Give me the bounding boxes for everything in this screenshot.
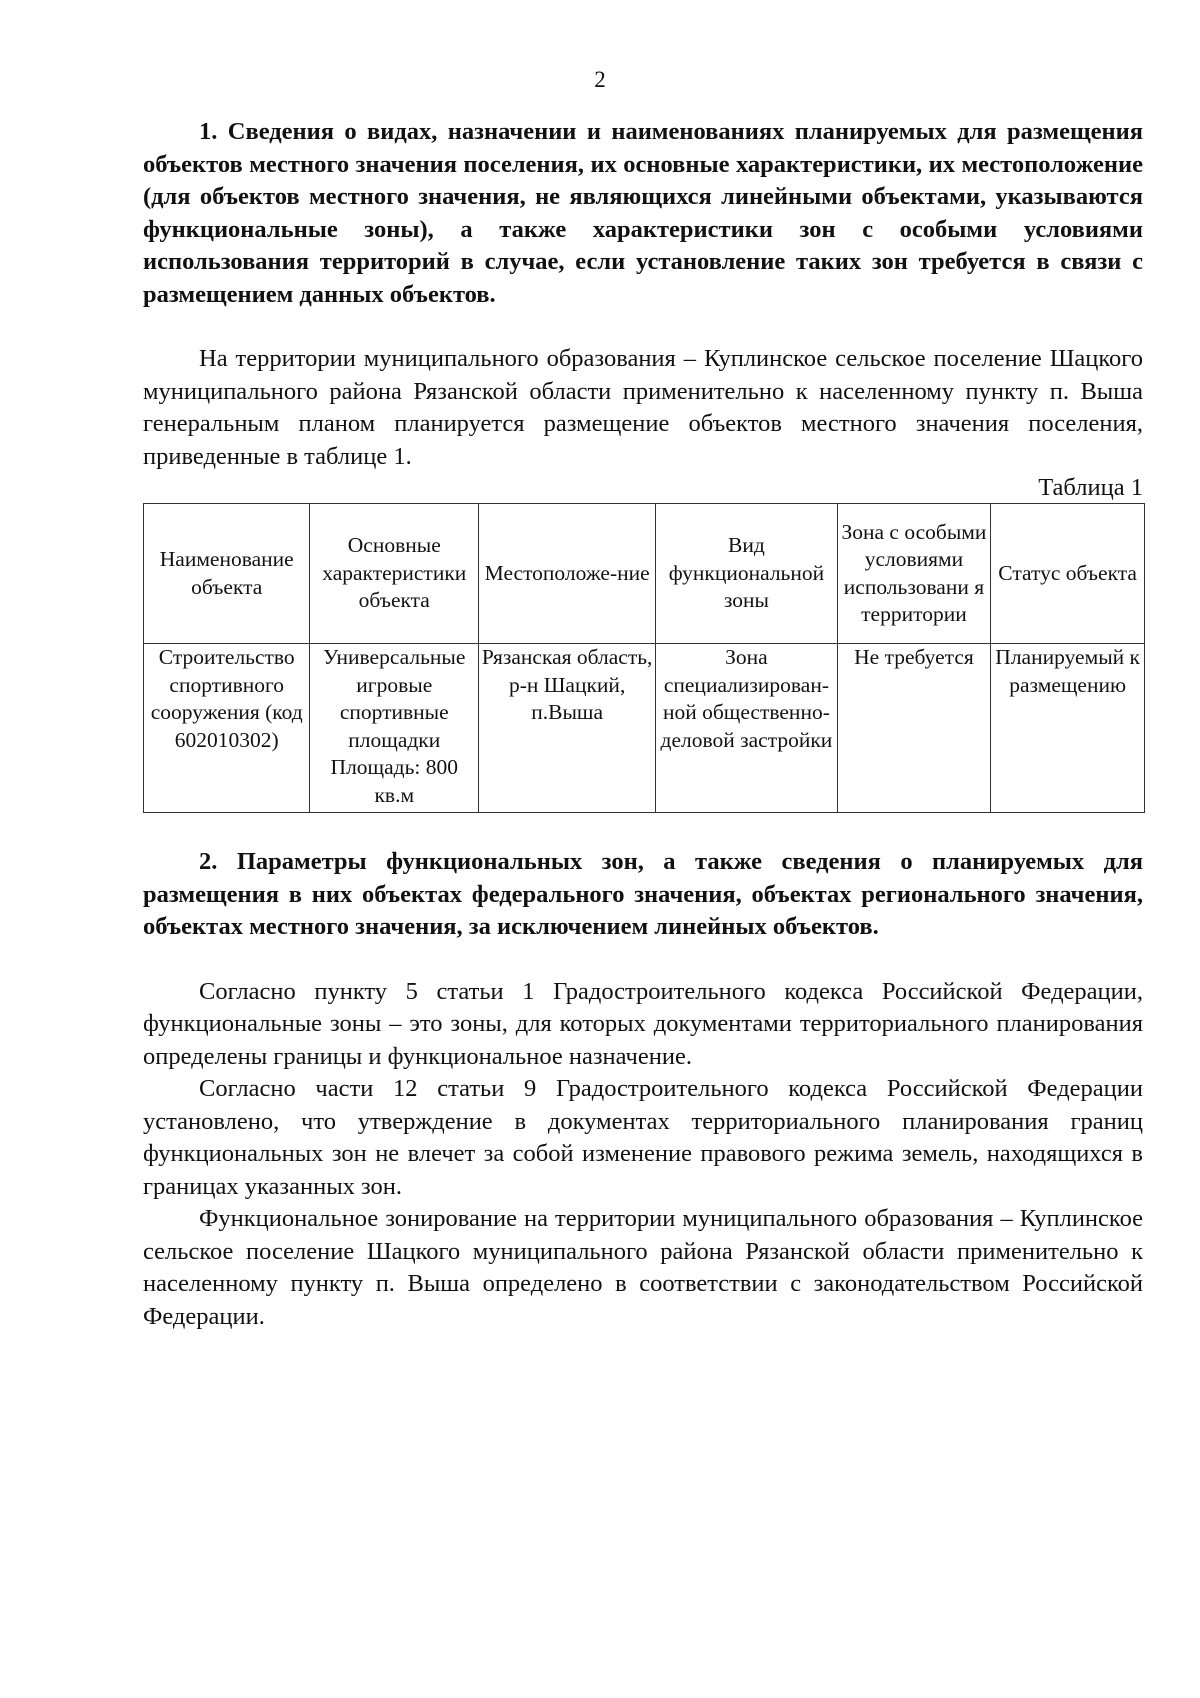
- planned-objects-table: [143, 503, 1145, 813]
- table-cell: Строительство спортивного сооружения (код 602010302): [144, 644, 310, 813]
- section-1-heading: 1. Сведения о видах, назначении и наименованиях планируемых для размещения объектов местного значения поселения, их основные характеристики, их местоположение (для объектов местного значения, не являющихся линейными объектами, указываются функциональные зоны), а также характеристики зон с особыми условиями использования территорий в случае, если установление таких зон требуется в связи с размещением данных объектов.: [143, 118, 1143, 308]
- section-2-paragraph: Функциональное зонирование на территории муниципального образования – Куплинское сельское поселение Шацкого муниципального района Рязанской области применительно к населенному пункту п. Выша определено в соответствии с законодательством Российской Федерации.: [143, 1205, 1143, 1330]
- column-header: Местоположе-ние: [479, 504, 656, 644]
- column-header: Наименование объекта: [144, 504, 310, 644]
- spacer: [143, 311, 1143, 343]
- spacer: [143, 944, 1143, 976]
- section-1-paragraph: На территории муниципального образования – Куплинское сельское поселение Шацкого муниципального района Рязанской области применительно к населенному пункту п. Выша генеральным планом планируется размещение объектов местного значения поселения, приведенные в таблице 1.: [143, 345, 1143, 470]
- table-cell: Универсальные игровые спортивные площадки Площадь: 800 кв.м: [310, 644, 479, 813]
- column-header: Зона с особыми условиями использовани я территории: [837, 504, 991, 644]
- table-cell: Зона специализирован-ной общественно-деловой застройки: [656, 644, 837, 813]
- column-header: Основные характеристики объекта: [310, 504, 479, 644]
- table-cell: Не требуется: [837, 644, 991, 813]
- table-cell: Рязанская область, р-н Шацкий, п.Выша: [479, 644, 656, 813]
- page-number: 2: [594, 67, 606, 92]
- section-2-paragraph: Согласно пункту 5 статьи 1 Градостроительного кодекса Российской Федерации, функциональные зоны – это зоны, для которых документами территориального планирования определены границы и функциональное назначение.: [143, 977, 1143, 1070]
- table-header-row: [144, 504, 1145, 644]
- document-body: [143, 116, 1143, 1333]
- column-header: Статус объекта: [991, 504, 1145, 644]
- table-caption: Таблица 1: [1038, 474, 1143, 501]
- table-row: [144, 644, 1145, 813]
- table-cell: Планируемый к размещению: [991, 644, 1145, 813]
- column-header: Вид функциональной зоны: [656, 504, 837, 644]
- section-2-heading: 2. Параметры функциональных зон, а также сведения о планируемых для размещения в них объектах федерального значения, объектах регионального значения, объектах местного значения, за исключением линейных объектов.: [143, 848, 1143, 940]
- section-2-paragraph: Согласно части 12 статьи 9 Градостроительного кодекса Российской Федерации установлено, что утверждение в документах территориального планирования границ функциональных зон не влечет за собой изменение правового режима земель, находящихся в границах указанных зон.: [143, 1075, 1143, 1200]
